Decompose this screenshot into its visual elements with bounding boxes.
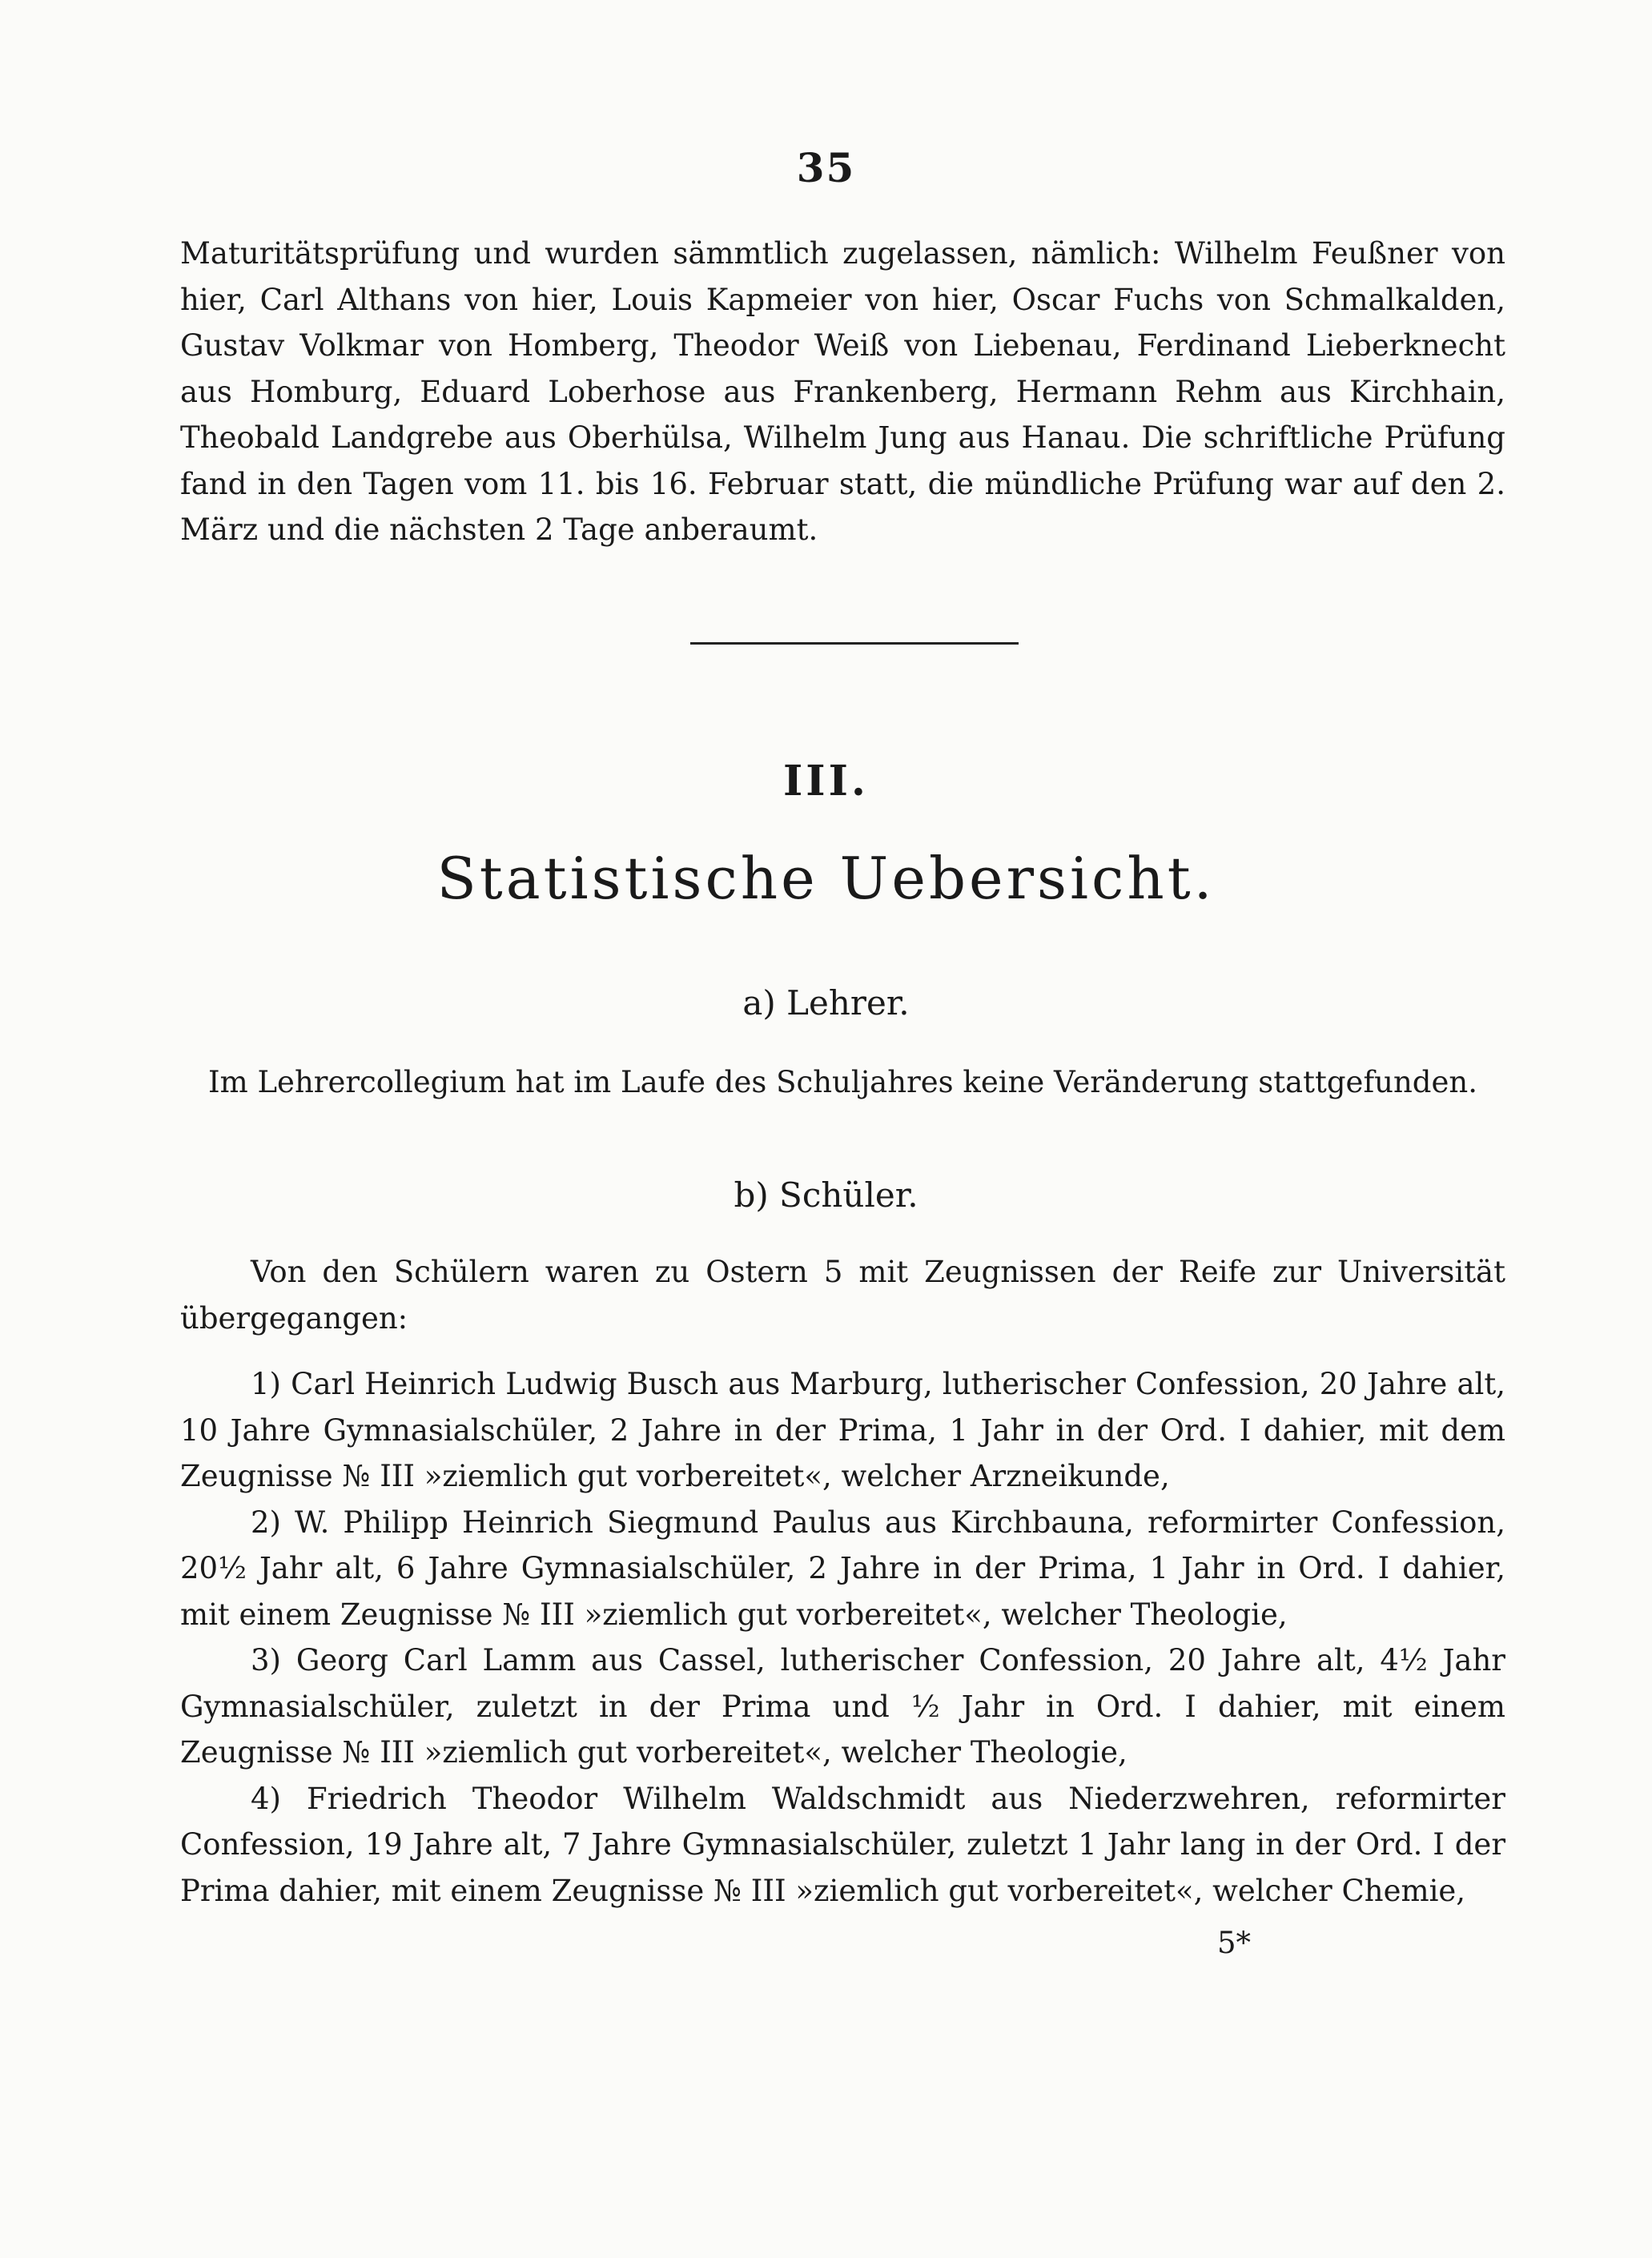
graduates-list [180,1361,1505,1914]
subsection-students-heading: b) Schüler. [734,1175,918,1215]
paragraph-maturity-exam: Maturitätsprüfung und wurden sämmtlich zugelassen, nämlich: Wilhelm Feußner von hier, Carl Althans von hier, Louis Kapmeier von hier, Oscar Fuchs von Schmalkalden, Gustav Volkmar von Homberg, Theodor Weiß von Liebenau, Ferdinand Lieberknecht aus Homburg, Eduard Loberhose aus Frankenberg, Hermann Rehm aus Kirchhain, Theobald Landgrebe aus Oberhülsa, Wilhelm Jung aus Hanau. Die schriftliche Prüfung fand in den Tagen vom 11. bis 16. Februar statt, die mündliche Prüfung war auf den 2. März und die nächsten 2 Tage anberaumt. [180,236,1505,547]
subsection-teachers-heading: a) Lehrer. [742,983,910,1023]
list-item: 2) W. Philipp Heinrich Siegmund Paulus aus Kirchbauna, reformirter Confession, 20½ Jahr alt, 6 Jahre Gymnasialschüler, 2 Jahre in der Prima, 1 Jahr in Ord. I dahier, mit einem Zeugnisse № III »ziemlich gut vorbereitet«, welcher Theologie, [180,1505,1505,1632]
section-title: Statistische Uebersicht. [436,845,1216,912]
list-item: 4) Friedrich Theodor Wilhelm Waldschmidt aus Niederzwehren, reformirter Confession, 19 Jahre alt, 7 Jahre Gymnasialschüler, zuletzt 1 Jahr lang in der Ord. I der Prima dahier, mit einem Zeugnisse № III »ziemlich gut vorbereitet«, welcher Chemie, [180,1781,1505,1908]
list-item: 3) Georg Carl Lamm aus Cassel, lutherischer Confession, 20 Jahre alt, 4½ Jahr Gymnasialschüler, zuletzt in der Prima und ½ Jahr in Ord. I dahier, mit einem Zeugnisse № III »ziemlich gut vorbereitet«, welcher Theologie, [180,1643,1505,1770]
teachers-paragraph: Im Lehrercollegium hat im Laufe des Schuljahres keine Veränderung stattgefunden. [208,1065,1477,1099]
section-number: III. [782,757,870,806]
signature-mark: 5* [1217,1926,1252,1960]
students-intro-paragraph: Von den Schülern waren zu Ostern 5 mit Zeugnissen der Reife zur Universität übergegangen: [180,1255,1505,1336]
list-item: 1) Carl Heinrich Ludwig Busch aus Marburg, lutherischer Confession, 20 Jahre alt, 10 Jahre Gymnasialschüler, 2 Jahre in der Prima, 1 Jahr in der Ord. I dahier, mit dem Zeugnisse № III »ziemlich gut vorbereitet«, welcher Arzneikunde, [180,1367,1505,1493]
page-number: 35 [796,144,856,191]
section-divider [690,642,1019,645]
